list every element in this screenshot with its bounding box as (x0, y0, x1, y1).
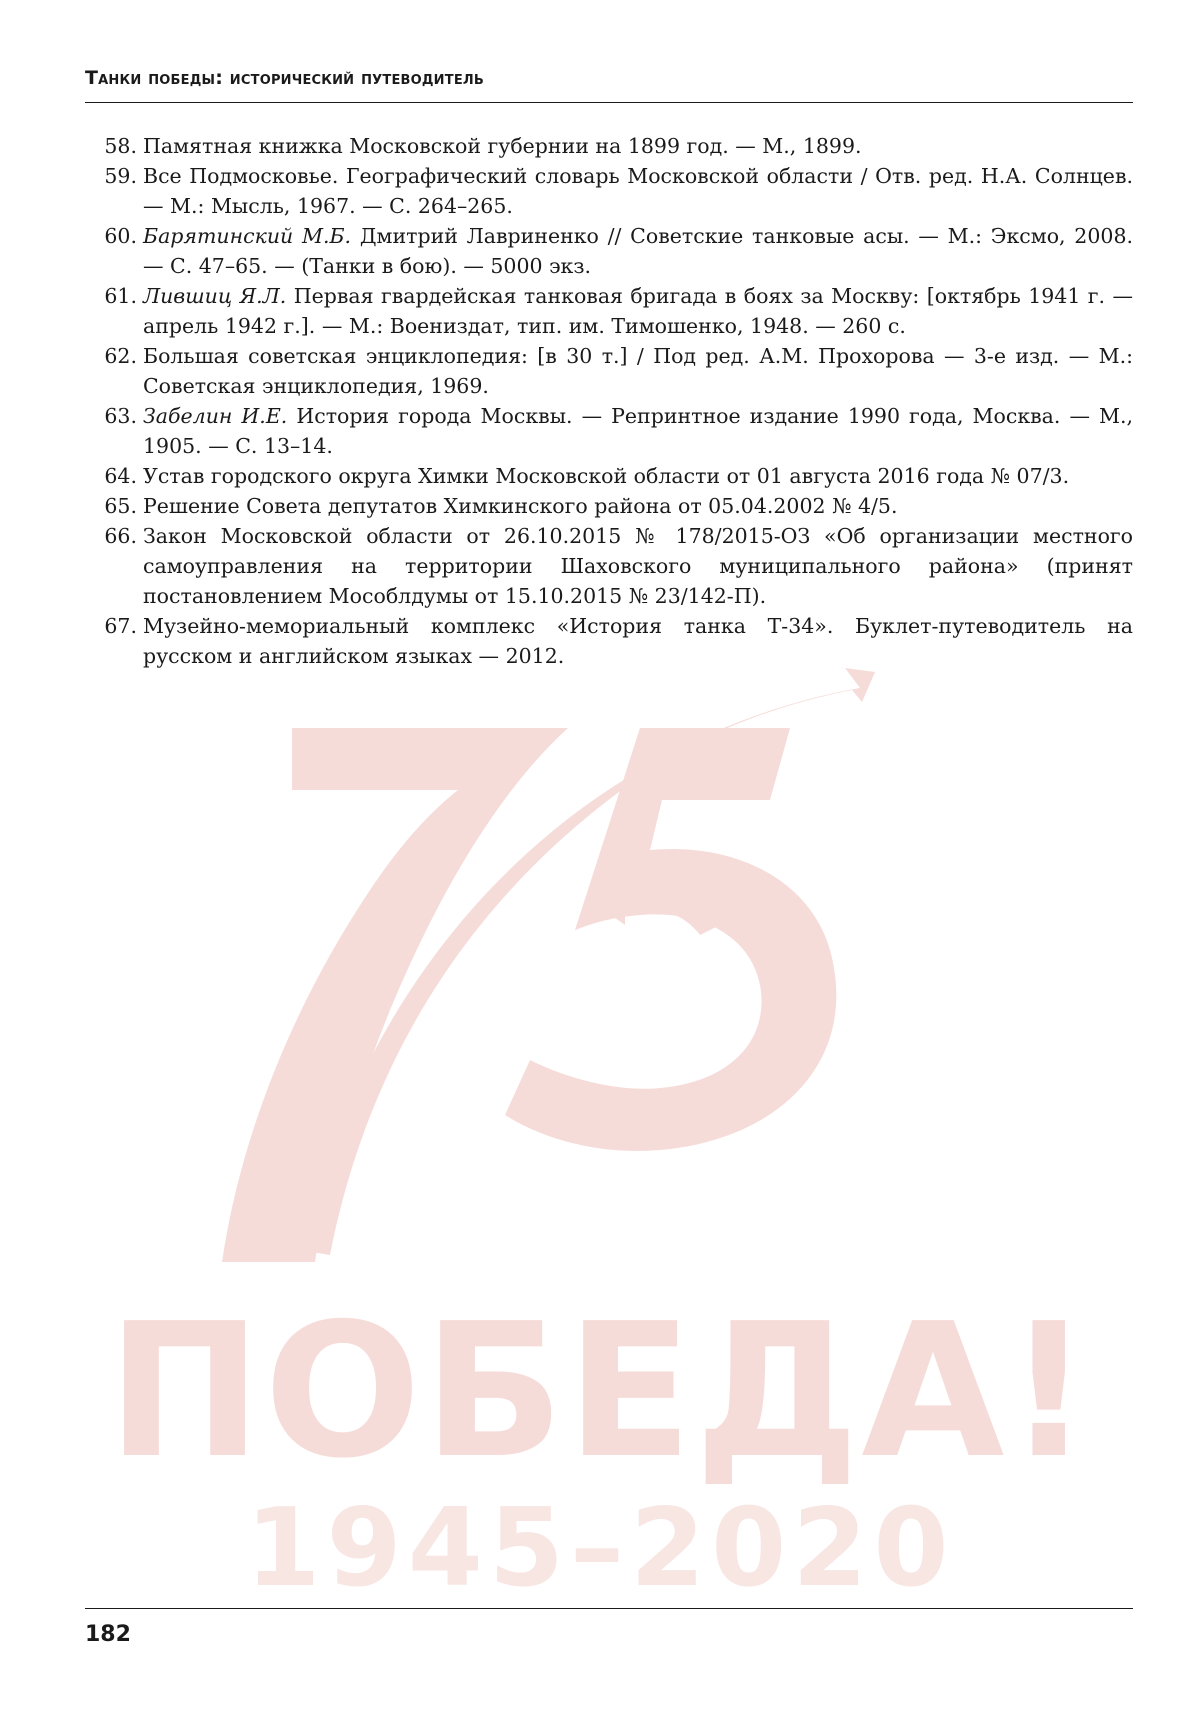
reference-item (85, 491, 1133, 521)
reference-text: Музейно-мемориальный комплекс «История танка Т-34». Буклет-путеводитель на русском и английском языках — 2012. (143, 614, 1133, 668)
page-number: 182 (85, 1622, 131, 1647)
watermark-seven-shape (222, 728, 568, 1262)
reference-number: 63. (104, 404, 137, 428)
reference-author: Забелин И.Е. (143, 404, 288, 428)
reference-item (85, 281, 1133, 341)
reference-number: 59. (104, 164, 137, 188)
reference-text: Большая советская энциклопедия: [в 30 т.] / Под ред. А.М. Прохорова — 3-е изд. — М.: Советская энциклопедия, 1969. (143, 344, 1133, 398)
watermark-inner-arrow-shape (590, 870, 720, 935)
reference-text: Решение Совета депутатов Химкинского района от 05.04.2002 № 4/5. (143, 494, 898, 518)
reference-item (85, 221, 1133, 281)
reference-number: 65. (104, 494, 137, 518)
footer-rule (85, 1608, 1133, 1609)
reference-text: Закон Московской области от 26.10.2015 № 178/2015-ОЗ «Об организации местного самоуправления на территории Шаховского муниципального района» (принят постановлением Мособлдумы от 15.10.2015 № 23/142-П). (143, 524, 1133, 608)
reference-number: 61. (104, 284, 137, 308)
reference-item (85, 461, 1133, 491)
reference-text: Первая гвардейская танковая бригада в боях за Москву: [октябрь 1941 г. — апрель 1942 г.]. — М.: Воениздат, тип. им. Тимошенко, 1948. — 260 с. (143, 284, 1133, 338)
reference-text: Все Подмосковье. Географический словарь Московской области / Отв. ред. Н.А. Солнцев. — М.: Мысль, 1967. — С. 264–265. (143, 164, 1133, 218)
reference-text: Устав городского округа Химки Московской области от 01 августа 2016 года № 07/3. (143, 464, 1070, 488)
reference-item (85, 131, 1133, 161)
watermark-word: ПОБЕДА! (107, 1283, 1093, 1499)
reference-item (85, 521, 1133, 611)
reference-item (85, 401, 1133, 461)
reference-number: 58. (104, 134, 137, 158)
reference-number: 67. (104, 614, 137, 638)
reference-item (85, 161, 1133, 221)
reference-text: Памятная книжка Московской губернии на 1899 год. — М., 1899. (143, 134, 862, 158)
reference-author: Барятинский М.Б. (143, 224, 352, 248)
header-rule (85, 102, 1133, 103)
reference-number: 66. (104, 524, 137, 548)
watermark-five-shape (505, 728, 836, 1151)
reference-text: История города Москвы. — Репринтное издание 1990 года, Москва. — М., 1905. — С. 13–14. (143, 404, 1133, 458)
reference-text: Дмитрий Лавриненко // Советские танковые асы. — М.: Эксмо, 2008. — С. 47–65. — (Танки в бою). — 5000 экз. (143, 224, 1133, 278)
reference-list (85, 131, 1133, 671)
reference-item (85, 611, 1133, 671)
watermark-arrow-shape (300, 668, 875, 1255)
header-title: Танки победы: исторический путеводитель (85, 67, 484, 89)
running-header (85, 66, 1133, 90)
reference-number: 64. (104, 464, 137, 488)
watermark-years: 1945–2020 (245, 1486, 955, 1611)
reference-item (85, 341, 1133, 401)
reference-author: Лившиц Я.Л. (143, 284, 287, 308)
reference-number: 60. (104, 224, 137, 248)
reference-number: 62. (104, 344, 137, 368)
